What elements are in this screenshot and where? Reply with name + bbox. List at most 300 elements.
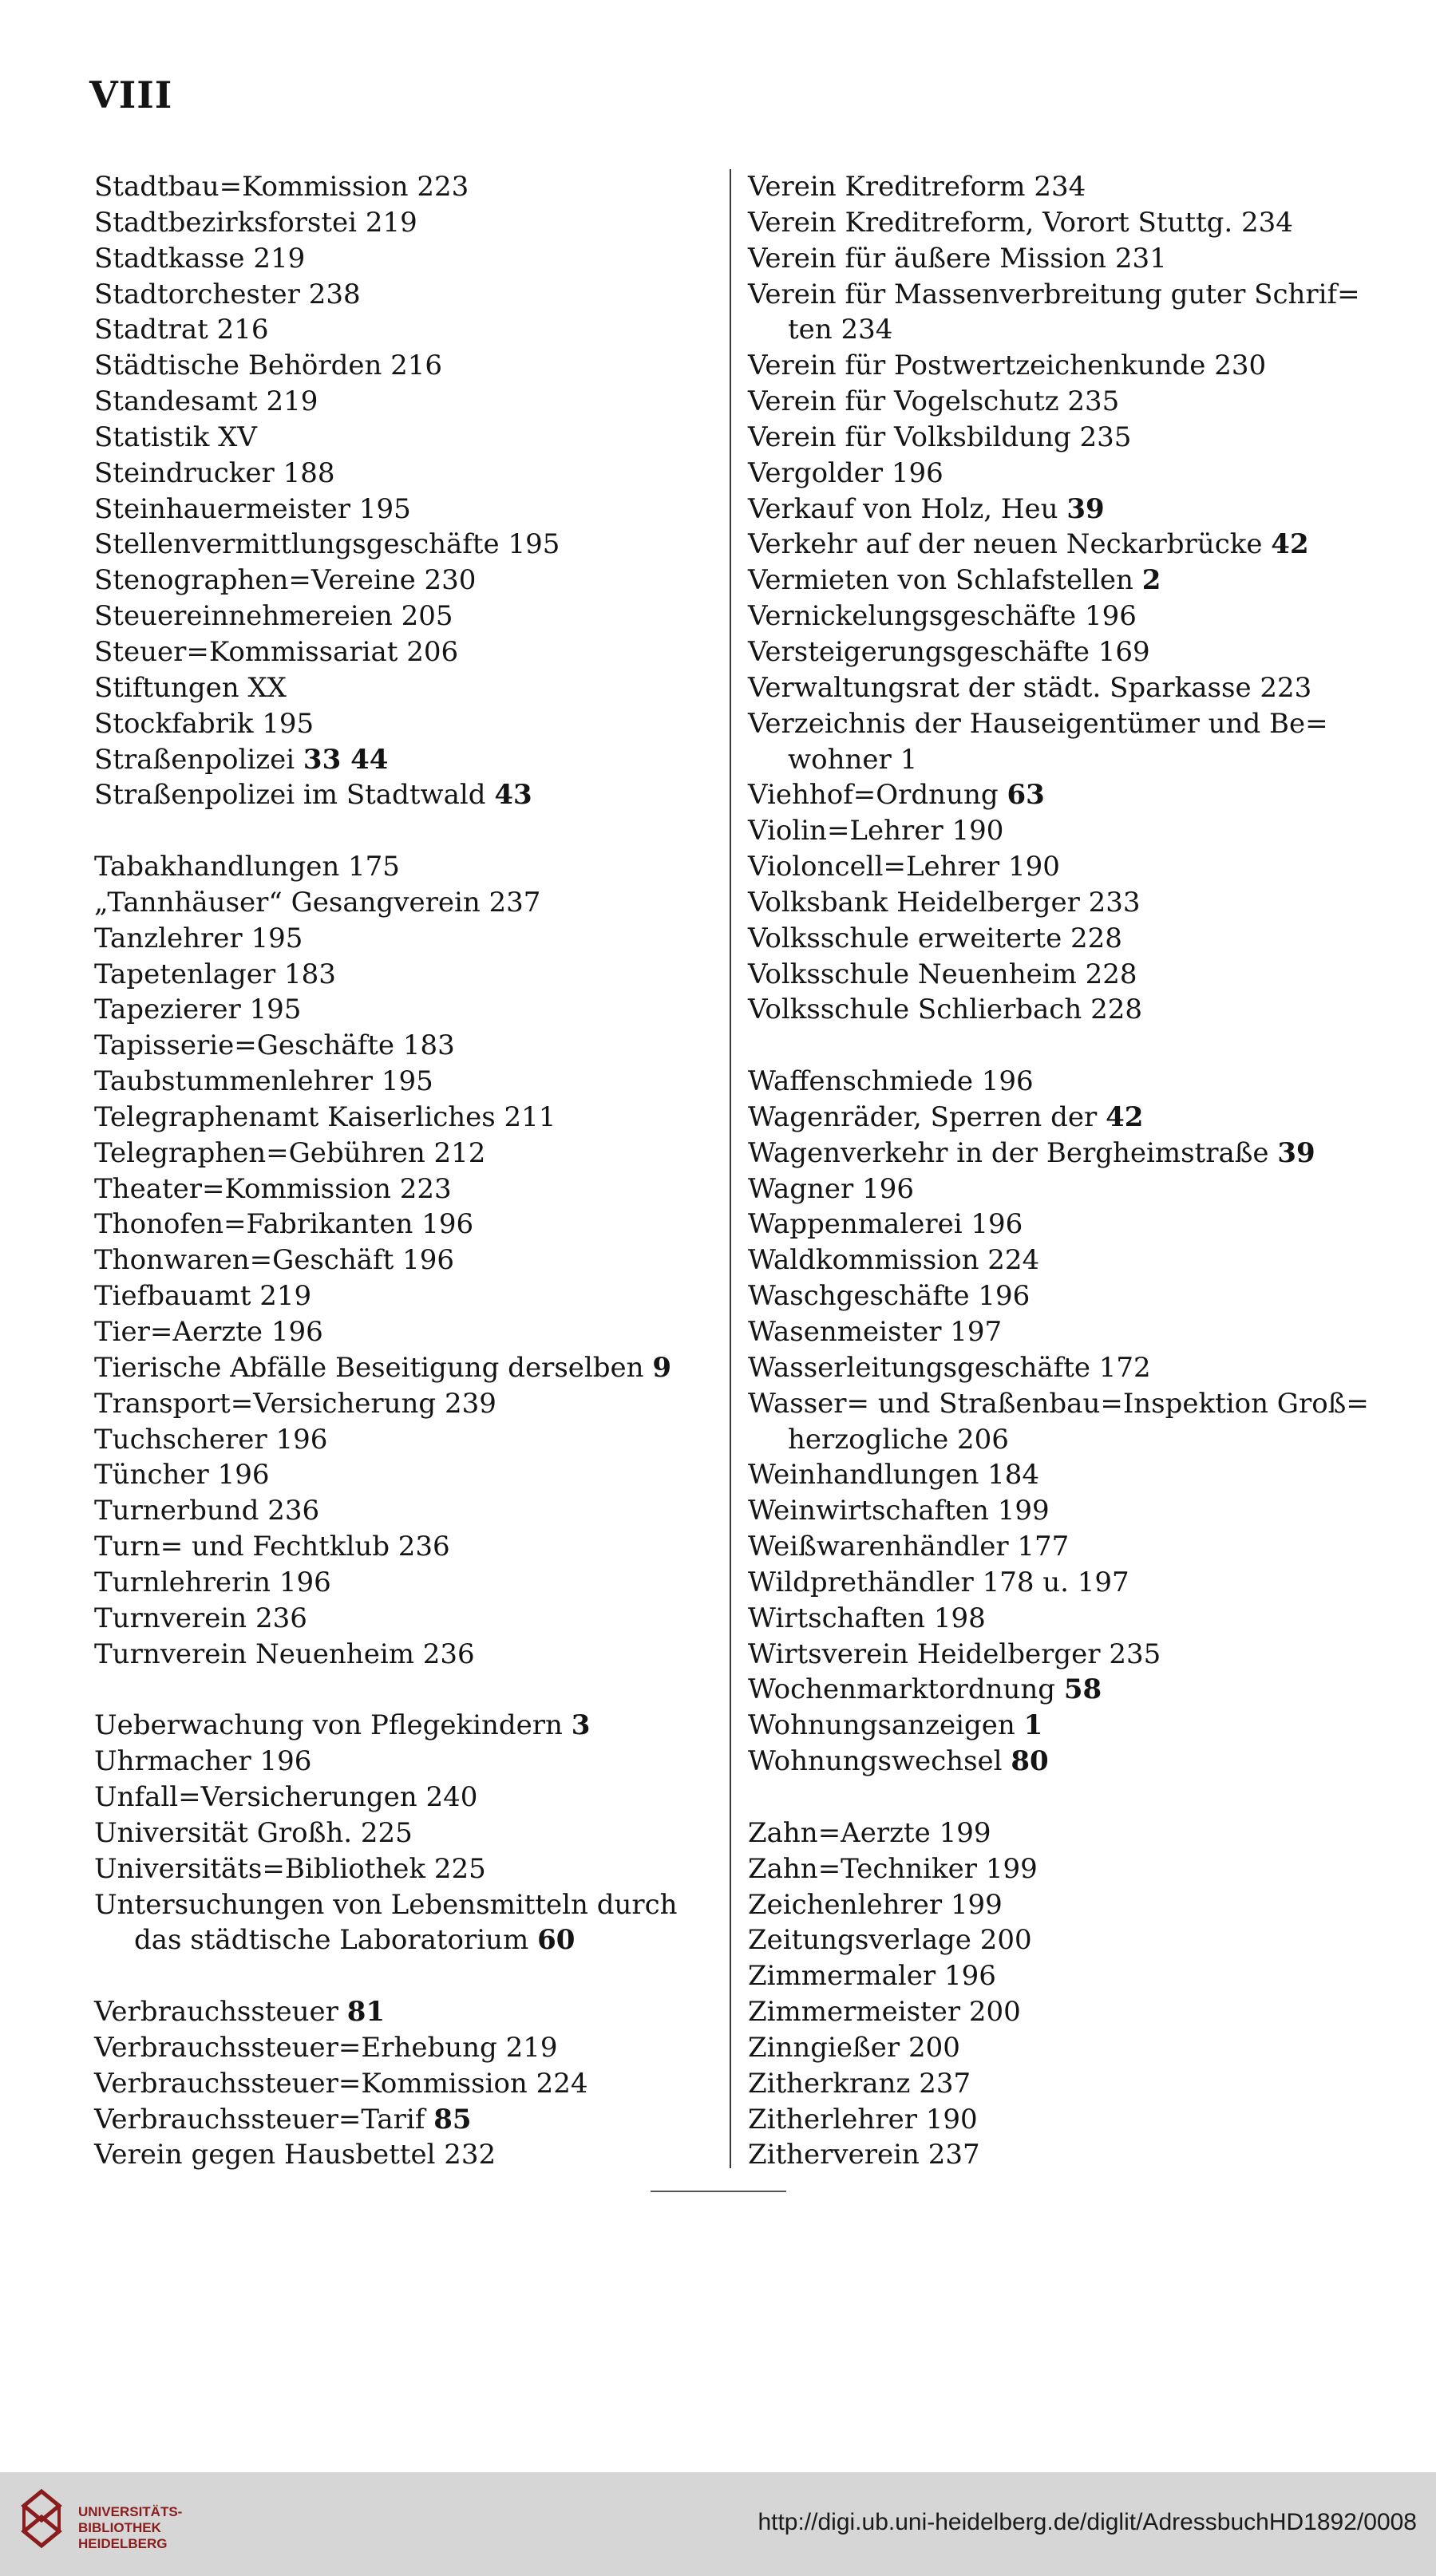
index-entry-term: Turnlehrerin: [94, 1566, 271, 1598]
index-entry-term: Wirtschaften: [748, 1602, 926, 1634]
index-entry: [94, 634, 725, 670]
index-entry-page-ref: 199: [997, 1495, 1050, 1527]
index-entry-page-ref: 199: [985, 1852, 1038, 1885]
index-entry: [94, 1601, 725, 1637]
index-entry-page-ref: 223: [1260, 671, 1312, 704]
footer-bar: [0, 2472, 1436, 2576]
index-entry-page-ref: 237: [928, 2139, 980, 2171]
index-entry-page-ref: 206: [957, 1423, 1009, 1456]
index-entry-page-ref: 196: [275, 1423, 328, 1456]
index-entry-page-ref: 175: [348, 851, 400, 883]
index-entry: [94, 1922, 725, 1958]
index-entry-term: Unfall=Versicherungen: [94, 1780, 417, 1813]
index-entry-page-ref: 219: [259, 1280, 312, 1313]
index-entry-term: wohner: [788, 743, 892, 776]
index-entry-page-ref: 228: [1070, 922, 1122, 954]
index-entry-term: Stadtbau=Kommission: [94, 171, 409, 203]
index-entry-term: Tuchscherer: [94, 1423, 267, 1456]
index-entry-page-ref: 196: [402, 1244, 454, 1277]
index-entry-page-ref: 183: [402, 1029, 455, 1062]
index-entry-term: Waffenschmiede: [748, 1065, 973, 1098]
index-entry-term: Weißwarenhändler: [748, 1531, 1009, 1563]
index-entry: [94, 492, 725, 527]
index-entry: [94, 1422, 725, 1458]
index-entry: [748, 492, 1387, 527]
index-entry: [748, 348, 1387, 384]
index-column-left: [94, 169, 725, 2173]
index-entry-term: Verbrauchssteuer=Tarif: [94, 2103, 425, 2135]
index-entry: [94, 1386, 725, 1422]
index-entry: [748, 1708, 1387, 1744]
index-entry-term: Violin=Lehrer: [748, 815, 943, 847]
index-entry-page-ref: 224: [987, 1244, 1040, 1277]
index-entry-page-ref: 39: [1277, 1136, 1315, 1169]
index-entry-page-ref: 212: [433, 1136, 486, 1169]
index-entry: [748, 2102, 1387, 2138]
index-entry-page-ref: 219: [365, 206, 417, 239]
index-entry-page-ref: 190: [925, 2103, 978, 2135]
section-gap: [94, 813, 725, 849]
page-number: VIII: [89, 73, 173, 117]
index-entry-page-ref: 196: [217, 1459, 270, 1491]
index-entry: [748, 169, 1387, 205]
library-name-line-1: UNIVERSITÄTS-: [78, 2504, 183, 2519]
index-entry: [748, 1601, 1387, 1637]
index-entry-term: Vermieten von Schlafstellen: [748, 564, 1133, 597]
index-entry-page-ref: 235: [1079, 421, 1132, 453]
index-entry-page-ref: 63: [1007, 779, 1045, 812]
index-entry: [748, 706, 1387, 742]
index-entry-term: Uhrmacher: [94, 1745, 251, 1778]
index-entry-page-ref: 236: [422, 1638, 475, 1670]
index-entry-term: Volksbank Heidelberger: [748, 886, 1080, 919]
index-entry-page-ref: 236: [255, 1602, 307, 1634]
index-entry-page-ref: 198: [933, 1602, 986, 1634]
index-entry-term: Theater=Kommission: [94, 1172, 391, 1205]
index-entry-term: Stiftungen: [94, 671, 239, 704]
index-entry-term: Tanzlehrer: [94, 922, 243, 954]
index-entry-page-ref: 60: [537, 1924, 576, 1957]
column-divider: [730, 169, 731, 2168]
index-entry-page-ref: 234: [1034, 171, 1086, 203]
index-entry-term: Wagenverkehr in der Bergheimstraße: [748, 1136, 1269, 1169]
index-entry: [748, 1851, 1387, 1887]
index-entry-page-ref: 200: [979, 1924, 1032, 1957]
index-entry-page-ref: 195: [508, 528, 560, 561]
index-entry: [748, 1100, 1387, 1136]
index-entry: [94, 277, 725, 313]
index-entry-page-ref: 219: [505, 2031, 558, 2064]
index-entry-page-ref: 199: [950, 1888, 1003, 1921]
index-entry-page-ref: 9: [652, 1351, 672, 1384]
index-entry-term: Tapetenlager: [94, 958, 276, 990]
section-gap: [748, 1780, 1387, 1815]
index-entry: [94, 777, 725, 813]
index-entry-term: Viehhof=Ordnung: [748, 779, 999, 812]
index-entry-term: Verein für Postwertzeichenkunde: [748, 350, 1206, 382]
index-entry-term: Stenographen=Vereine: [94, 564, 416, 597]
index-entry-page-ref: 236: [267, 1495, 320, 1527]
index-entry-term: Verbrauchssteuer=Erhebung: [94, 2031, 497, 2064]
index-entry: [748, 599, 1387, 634]
index-entry: [94, 1744, 725, 1780]
index-entry: [748, 563, 1387, 599]
index-entry-page-ref: 206: [406, 635, 459, 668]
index-entry: [748, 420, 1387, 456]
index-entry: [94, 1887, 725, 1923]
index-entry: [748, 1350, 1387, 1386]
index-entry-term: Violoncell=Lehrer: [748, 851, 1000, 883]
index-entry-term: Städtische Behörden: [94, 350, 382, 382]
index-entry: [748, 1278, 1387, 1314]
index-entry-term: Telegraphenamt Kaiserliches: [94, 1100, 496, 1133]
index-entry: [94, 1314, 725, 1350]
index-entry-term: Straßenpolizei im Stadtwald: [94, 779, 486, 812]
index-entry: [748, 1386, 1387, 1422]
index-entry-page-ref: 169: [1098, 635, 1150, 668]
index-entry-term: Zimmermaler: [748, 1960, 936, 1993]
index-entry-page-ref: 219: [266, 385, 318, 418]
index-entry: [94, 1815, 725, 1851]
index-entry-page-ref: 80: [1011, 1745, 1049, 1778]
index-entry-term: Zeichenlehrer: [748, 1888, 943, 1921]
index-entry-page-ref: 234: [1241, 206, 1293, 239]
index-entry-page-ref: 195: [358, 492, 411, 525]
index-entry: [94, 348, 725, 384]
index-entry-page-ref: 172: [1098, 1351, 1151, 1384]
index-entry: [748, 1493, 1387, 1529]
index-entry: [94, 992, 725, 1028]
index-entry-term: Weinwirtschaften: [748, 1495, 989, 1527]
section-gap: [94, 1672, 725, 1708]
index-entry: [94, 1136, 725, 1171]
index-entry-term: Tiefbauamt: [94, 1280, 251, 1313]
index-entry-page-ref: 216: [390, 350, 443, 382]
index-entry-term: Volksschule Schlierbach: [748, 994, 1082, 1026]
index-entry-term: Verein für Vogelschutz: [748, 385, 1059, 418]
index-entry-page-ref: 234: [841, 314, 893, 346]
index-entry-term: Wirtsverein Heidelberger: [748, 1638, 1101, 1670]
index-entry-term: Wochenmarktordnung: [748, 1673, 1056, 1706]
index-entry: [748, 992, 1387, 1028]
index-entry-term: Steuereinnehmereien: [94, 600, 393, 633]
index-entry: [748, 1744, 1387, 1780]
index-entry-term: Turnerbund: [94, 1495, 259, 1527]
index-entry: [94, 1457, 725, 1493]
index-entry-term: Wasserleitungsgeschäfte: [748, 1351, 1090, 1384]
index-entry-term: Tabakhandlungen: [94, 851, 340, 883]
index-entry: [94, 1064, 725, 1100]
index-entry-term: Verwaltungsrat der städt. Sparkasse: [748, 671, 1252, 704]
index-entry-page-ref: 219: [253, 242, 306, 275]
index-entry-term: Wohnungsanzeigen: [748, 1709, 1015, 1742]
index-entry-page-ref: 42: [1271, 528, 1309, 561]
index-entry-page-ref: 240: [425, 1780, 478, 1813]
index-entry-term: Verein für Massenverbreitung guter Schrif=: [748, 278, 1360, 310]
index-entry-term: Verein Kreditreform, Vorort Stuttg.: [748, 206, 1233, 239]
index-entry: [748, 742, 1387, 778]
index-entry-page-ref: 42: [1106, 1100, 1144, 1133]
index-entry-page-ref: 190: [951, 815, 1004, 847]
index-entry-page-ref: 233: [1088, 886, 1141, 919]
index-entry: [748, 634, 1387, 670]
index-entry-page-ref: 196: [971, 1208, 1023, 1241]
index-entry-term: herzogliche: [788, 1423, 949, 1456]
index-entry-term: Zitherverein: [748, 2139, 920, 2171]
index-entry-term: Tier=Aerzte: [94, 1316, 263, 1348]
section-gap: [748, 1028, 1387, 1064]
index-entry-term: Steindrucker: [94, 456, 275, 489]
index-entry-term: Wappenmalerei: [748, 1208, 963, 1241]
index-column-right: [748, 169, 1387, 2173]
index-entry: [748, 813, 1387, 849]
index-entry-term: Verbrauchssteuer: [94, 1996, 338, 2029]
index-entry-term: Steuer=Kommissariat: [94, 635, 398, 668]
source-url-link[interactable]: http://digi.ub.uni-heidelberg.de/diglit/AdressbuchHD1892/0008: [758, 2509, 1417, 2535]
index-entry: [94, 563, 725, 599]
index-entry-term: Wagenräder, Sperren der: [748, 1100, 1098, 1133]
index-entry-page-ref: 235: [1067, 385, 1120, 418]
index-entry: [94, 384, 725, 420]
index-entry-page-ref: 58: [1063, 1673, 1102, 1706]
index-entry-page-ref: 196: [271, 1316, 323, 1348]
index-entry-page-ref: 237: [489, 886, 541, 919]
index-entry: [94, 1028, 725, 1064]
index-entry-page-ref: 196: [891, 456, 943, 489]
index-entry: [748, 1529, 1387, 1565]
index-entry: [94, 2102, 725, 2138]
index-entry-term: Taubstummenlehrer: [94, 1065, 373, 1098]
index-entry-term: Tüncher: [94, 1459, 209, 1491]
index-entry-page-ref: 195: [262, 707, 314, 740]
index-entry-term: Stadtbezirksforstei: [94, 206, 358, 239]
index-entry-term: Zahn=Techniker: [748, 1852, 978, 1885]
index-entry-term: Wagner: [748, 1172, 854, 1205]
index-entry-page-ref: 223: [399, 1172, 452, 1205]
index-entry: [748, 1672, 1387, 1708]
index-entry-page-ref: 225: [433, 1852, 486, 1885]
index-entry-page-ref: 1: [1023, 1709, 1043, 1742]
index-entry-term: Verkauf von Holz, Heu: [748, 492, 1058, 525]
index-entry-term: Tierische Abfälle Beseitigung derselben: [94, 1351, 644, 1384]
index-entry-page-ref: 224: [536, 2067, 588, 2100]
index-entry: [748, 1815, 1387, 1851]
index-entry-term: Stellenvermittlungsgeschäfte: [94, 528, 500, 561]
index-entry-page-ref: 230: [424, 564, 477, 597]
index-entry: [94, 1529, 725, 1565]
library-name: [78, 2504, 182, 2552]
index-entry: [748, 384, 1387, 420]
index-entry-term: Volksschule Neuenheim: [748, 958, 1077, 990]
index-entry-term: Weinhandlungen: [748, 1459, 979, 1491]
index-entry-term: Telegraphen=Gebühren: [94, 1136, 425, 1169]
index-entry: [748, 2137, 1387, 2173]
index-entry-term: Tapezierer: [94, 994, 241, 1026]
index-entry-page-ref: 228: [1090, 994, 1142, 1026]
index-entry: [748, 849, 1387, 885]
index-entry: [748, 1207, 1387, 1243]
index-entry: [94, 885, 725, 921]
index-entry: [748, 2066, 1387, 2102]
index-entry: [748, 1565, 1387, 1601]
index-entry-page-ref: 33 44: [303, 743, 389, 776]
index-entry-term: Wohnungswechsel: [748, 1745, 1003, 1778]
index-entry-page-ref: 239: [445, 1387, 496, 1420]
index-entry: [94, 241, 725, 277]
index-entry-page-ref: 232: [444, 2139, 496, 2171]
index-entry: [748, 1136, 1387, 1171]
index-entry-page-ref: 196: [978, 1280, 1031, 1313]
index-entry-page-ref: 223: [417, 171, 469, 203]
index-entry-term: Zitherlehrer: [748, 2103, 917, 2135]
index-entry: [94, 2030, 725, 2066]
index-entry-term: Statistik: [94, 421, 210, 453]
index-entry-page-ref: 228: [1085, 958, 1137, 990]
index-entry: [94, 1780, 725, 1815]
index-entry: [94, 456, 725, 492]
index-entry: [94, 1708, 725, 1744]
index-entry-term: Straßenpolizei: [94, 743, 295, 776]
index-entry-page-ref: 188: [283, 456, 335, 489]
index-entry-page-ref: 200: [968, 1996, 1021, 2029]
index-entry-term: Standesamt: [94, 385, 258, 418]
index-entry-term: Versteigerungsgeschäfte: [748, 635, 1090, 668]
index-entry-term: Steinhauermeister: [94, 492, 351, 525]
index-entry: [94, 921, 725, 957]
index-entry-term: Tapisserie=Geschäfte: [94, 1029, 395, 1062]
index-entry-page-ref: 231: [1114, 242, 1167, 275]
index-entry: [94, 312, 725, 348]
index-entry-page-ref: 199: [939, 1816, 991, 1849]
index-entry: [748, 1958, 1387, 1994]
index-entry-page-ref: 196: [1084, 600, 1137, 633]
index-entry-page-ref: 235: [1109, 1638, 1161, 1670]
index-entry-page-ref: 195: [381, 1065, 433, 1098]
index-entry: [748, 1887, 1387, 1923]
index-entry-term: „Tannhäuser“ Gesangverein: [94, 886, 481, 919]
index-entry: [94, 1851, 725, 1887]
index-entry: [94, 2137, 725, 2173]
index-entry-term: Wildprethändler: [748, 1566, 974, 1598]
index-entry-term: Wasser= und Straßenbau=Inspektion Groß=: [748, 1387, 1369, 1420]
index-entry: [748, 1422, 1387, 1458]
index-entry-term: Volksschule erweiterte: [748, 922, 1062, 954]
index-entry-term: Zimmermeister: [748, 1996, 961, 2029]
index-entry: [94, 1637, 725, 1673]
index-entry: [94, 849, 725, 885]
index-entry-page-ref: 225: [360, 1816, 413, 1849]
index-entry-term: Zeitungsverlage: [748, 1924, 971, 1957]
index-entry-term: Turnverein Neuenheim: [94, 1638, 414, 1670]
index-entry: [94, 1100, 725, 1136]
index-entry-page-ref: 196: [981, 1065, 1034, 1098]
index-entry-page-ref: 39: [1066, 492, 1105, 525]
index-entry-term: Zahn=Aerzte: [748, 1816, 931, 1849]
index-entry-page-ref: 205: [401, 600, 453, 633]
index-entry-term: Thonofen=Fabrikanten: [94, 1208, 413, 1241]
index-entry-term: Wasenmeister: [748, 1316, 942, 1348]
index-entry: [748, 670, 1387, 706]
index-entry: [748, 957, 1387, 993]
index-entry: [748, 1457, 1387, 1493]
index-entry-page-ref: 236: [398, 1531, 450, 1563]
index-entry: [94, 527, 725, 563]
index-entry: [748, 1243, 1387, 1278]
index-entry: [748, 277, 1387, 313]
index-entry: [748, 2030, 1387, 2066]
index-entry: [94, 1278, 725, 1314]
library-name-line-2: BIBLIOTHEK: [78, 2520, 161, 2535]
index-entry: [94, 1565, 725, 1601]
index-entry: [94, 670, 725, 706]
index-entry-page-ref: 196: [421, 1208, 474, 1241]
index-entry: [748, 456, 1387, 492]
index-entry: [748, 1171, 1387, 1207]
index-entry-term: Verbrauchssteuer=Kommission: [94, 2067, 528, 2100]
index-entry: [748, 241, 1387, 277]
index-entry-page-ref: 177: [1017, 1531, 1070, 1563]
index-entry: [94, 1493, 725, 1529]
index-entry-page-ref: XX: [247, 671, 287, 704]
index-entry-page-ref: 238: [308, 278, 361, 310]
index-entry-term: Universität Großh.: [94, 1816, 353, 1849]
index-entry-term: Zinngießer: [748, 2031, 900, 2064]
index-entry-page-ref: 2: [1141, 564, 1161, 597]
index-entry: [748, 921, 1387, 957]
index-entry-term: Verein für Volksbildung: [748, 421, 1071, 453]
index-entry: [748, 1637, 1387, 1673]
index-entry: [748, 885, 1387, 921]
index-entry: [94, 706, 725, 742]
index-entry: [748, 1064, 1387, 1100]
index-entry-term: Transport=Versicherung: [94, 1387, 437, 1420]
index-entry-term: Waschgeschäfte: [748, 1280, 970, 1313]
index-entry: [94, 205, 725, 241]
index-entry-page-ref: 200: [908, 2031, 960, 2064]
index-entry-page-ref: 81: [346, 1996, 386, 2029]
index-entry-page-ref: 85: [433, 2103, 472, 2135]
index-entry-page-ref: 196: [259, 1745, 312, 1778]
index-entry-page-ref: 197: [950, 1316, 1003, 1348]
index-entry-page-ref: 196: [279, 1566, 331, 1598]
index-entry: [94, 420, 725, 456]
index-entry-page-ref: 195: [249, 994, 302, 1026]
index-entry-term: ten: [788, 314, 833, 346]
index-entry-term: Thonwaren=Geschäft: [94, 1244, 394, 1277]
index-entry-page-ref: 195: [251, 922, 303, 954]
index-entry: [94, 742, 725, 778]
index-entry-term: Turn= und Fechtklub: [94, 1531, 390, 1563]
index-entry: [748, 777, 1387, 813]
index-entry-term: Stadtrat: [94, 314, 208, 346]
index-entry-term: Verkehr auf der neuen Neckarbrücke: [748, 528, 1263, 561]
index-entry-term: Vernickelungsgeschäfte: [748, 600, 1077, 633]
index-entry: [94, 1350, 725, 1386]
index-entry-term: Verein für äußere Mission: [748, 242, 1107, 275]
index-entry-page-ref: 196: [862, 1172, 915, 1205]
index-entry-page-ref: 216: [216, 314, 269, 346]
index-entry-page-ref: 1: [900, 743, 918, 776]
section-gap: [94, 1958, 725, 1994]
index-entry-term: Universitäts=Bibliothek: [94, 1852, 425, 1885]
index-entry-term: Ueberwachung von Pflegekindern: [94, 1709, 563, 1742]
index-entry-term: Vergolder: [748, 456, 884, 489]
end-rule: [651, 2191, 786, 2192]
index-entry-term: Zitherkranz: [748, 2067, 911, 2100]
index-entry: [748, 1994, 1387, 2030]
index-entry: [748, 205, 1387, 241]
index-entry: [94, 1171, 725, 1207]
